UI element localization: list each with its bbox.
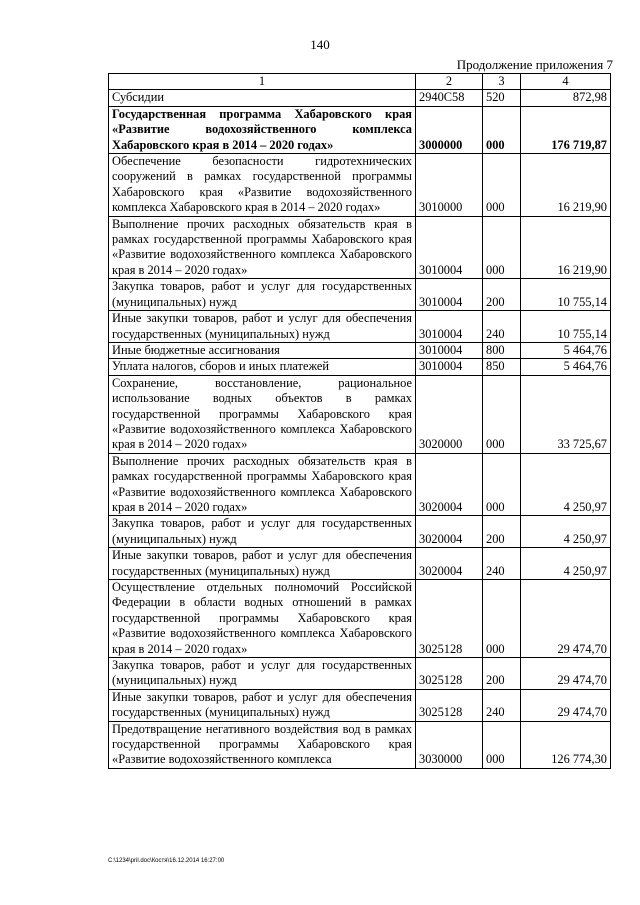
row-code-cell: 3020004	[416, 453, 483, 516]
table-row	[109, 375, 611, 453]
file-path-footer: C:\1234\pril.doc\Костя\16.12.2014 16:27:00	[108, 858, 225, 864]
row-type-cell: 200	[483, 658, 521, 690]
row-type-cell: 240	[483, 548, 521, 580]
row-name-cell: Уплата налогов, сборов и иных платежей	[109, 359, 416, 375]
row-name-cell: Иные закупки товаров, работ и услуг для обеспечения государственных (муниципальных) нужд	[109, 548, 416, 580]
table-row	[109, 689, 611, 721]
row-name-cell: Выполнение прочих расходных обязательств края в рамках государственной программы Хабаровского края «Развитие водохозяйственного комплекса Хабаровского края в 2014 – 2020 годах»	[109, 216, 416, 279]
page-number: 140	[310, 37, 330, 52]
table-row	[109, 154, 611, 217]
row-amount-cell: 176 719,87	[521, 106, 611, 153]
header-col-4: 4	[521, 74, 611, 90]
row-amount-cell: 126 774,30	[521, 721, 611, 768]
row-code-cell: 3020004	[416, 548, 483, 580]
row-name-cell: Иные бюджетные ассигнования	[109, 342, 416, 358]
table-row	[109, 658, 611, 690]
table-row	[109, 279, 611, 311]
row-name-cell: Осуществление отдельных полномочий Российской Федерации в области водных отношений в рамках государственной программы Хабаровского края «Развитие водохозяйственного комплекса Хабаровского края в 2014 – 2020 годах»	[109, 580, 416, 658]
row-amount-cell: 10 755,14	[521, 279, 611, 311]
appendix-continuation-label: Продолжение приложения 7	[456, 57, 613, 72]
row-amount-cell: 29 474,70	[521, 580, 611, 658]
row-code-cell: 3030000	[416, 721, 483, 768]
table-row	[109, 721, 611, 768]
row-amount-cell: 29 474,70	[521, 658, 611, 690]
row-type-cell: 200	[483, 279, 521, 311]
table-row	[109, 359, 611, 375]
row-code-cell: 3010004	[416, 279, 483, 311]
header-col-2: 2	[416, 74, 483, 90]
row-name-cell: Субсидии	[109, 90, 416, 106]
table-row	[109, 453, 611, 516]
row-amount-cell: 29 474,70	[521, 689, 611, 721]
row-amount-cell: 5 464,76	[521, 359, 611, 375]
table-row	[109, 216, 611, 279]
row-type-cell: 000	[483, 375, 521, 453]
row-type-cell: 800	[483, 342, 521, 358]
table-row	[109, 311, 611, 343]
row-type-cell: 000	[483, 154, 521, 217]
table-row	[109, 516, 611, 548]
row-amount-cell: 4 250,97	[521, 516, 611, 548]
row-code-cell: 2940С58	[416, 90, 483, 106]
row-code-cell: 3025128	[416, 689, 483, 721]
row-name-cell: Сохранение, восстановление, рациональное использование водных объектов в рамках государственной программы Хабаровского края «Развитие водохозяйственного комплекса Хабаровского края в 2014 – 2020 годах»	[109, 375, 416, 453]
row-amount-cell: 16 219,90	[521, 154, 611, 217]
header-col-1: 1	[109, 74, 416, 90]
row-code-cell: 3010004	[416, 359, 483, 375]
row-name-cell: Закупка товаров, работ и услуг для государственных (муниципальных) нужд	[109, 279, 416, 311]
row-name-cell: Выполнение прочих расходных обязательств края в рамках государственной программы Хабаровского края «Развитие водохозяйственного комплекса Хабаровского края в 2014 – 2020 годах»	[109, 453, 416, 516]
row-amount-cell: 10 755,14	[521, 311, 611, 343]
row-type-cell: 000	[483, 580, 521, 658]
row-code-cell: 3010004	[416, 342, 483, 358]
row-amount-cell: 4 250,97	[521, 453, 611, 516]
row-code-cell: 3025128	[416, 580, 483, 658]
row-type-cell: 000	[483, 106, 521, 153]
table-row	[109, 106, 611, 153]
row-name-cell: Закупка товаров, работ и услуг для государственных (муниципальных) нужд	[109, 658, 416, 690]
table-header-row	[109, 74, 611, 90]
row-type-cell: 240	[483, 689, 521, 721]
row-name-cell: Предотвращение негативного воздействия вод в рамках государственной программы Хабаровского края «Развитие водохозяйственного комплекса	[109, 721, 416, 768]
row-amount-cell: 16 219,90	[521, 216, 611, 279]
row-name-cell: Закупка товаров, работ и услуг для государственных (муниципальных) нужд	[109, 516, 416, 548]
row-amount-cell: 4 250,97	[521, 548, 611, 580]
row-amount-cell: 872,98	[521, 90, 611, 106]
row-amount-cell: 33 725,67	[521, 375, 611, 453]
row-type-cell: 520	[483, 90, 521, 106]
row-type-cell: 000	[483, 721, 521, 768]
table-row	[109, 548, 611, 580]
row-type-cell: 000	[483, 453, 521, 516]
row-type-cell: 200	[483, 516, 521, 548]
row-name-cell: Иные закупки товаров, работ и услуг для обеспечения государственных (муниципальных) нужд	[109, 689, 416, 721]
row-name-cell: Обеспечение безопасности гидротехнических сооружений в рамках государственной программы Хабаровского края «Развитие водохозяйственного комплекса Хабаровского края в 2014 – 2020 годах»	[109, 154, 416, 217]
row-amount-cell: 5 464,76	[521, 342, 611, 358]
row-code-cell: 3000000	[416, 106, 483, 153]
row-type-cell: 240	[483, 311, 521, 343]
row-code-cell: 3010000	[416, 154, 483, 217]
table-row	[109, 90, 611, 106]
row-code-cell: 3020000	[416, 375, 483, 453]
table-row	[109, 580, 611, 658]
row-type-cell: 850	[483, 359, 521, 375]
row-type-cell: 000	[483, 216, 521, 279]
row-code-cell: 3025128	[416, 658, 483, 690]
row-name-cell: Иные закупки товаров, работ и услуг для обеспечения государственных (муниципальных) нужд	[109, 311, 416, 343]
table-row	[109, 342, 611, 358]
budget-table	[108, 73, 611, 769]
row-name-cell: Государственная программа Хабаровского края «Развитие водохозяйственного комплекса Хабаровского края в 2014 – 2020 годах»	[109, 106, 416, 153]
row-code-cell: 3010004	[416, 311, 483, 343]
header-col-3: 3	[483, 74, 521, 90]
row-code-cell: 3020004	[416, 516, 483, 548]
row-code-cell: 3010004	[416, 216, 483, 279]
